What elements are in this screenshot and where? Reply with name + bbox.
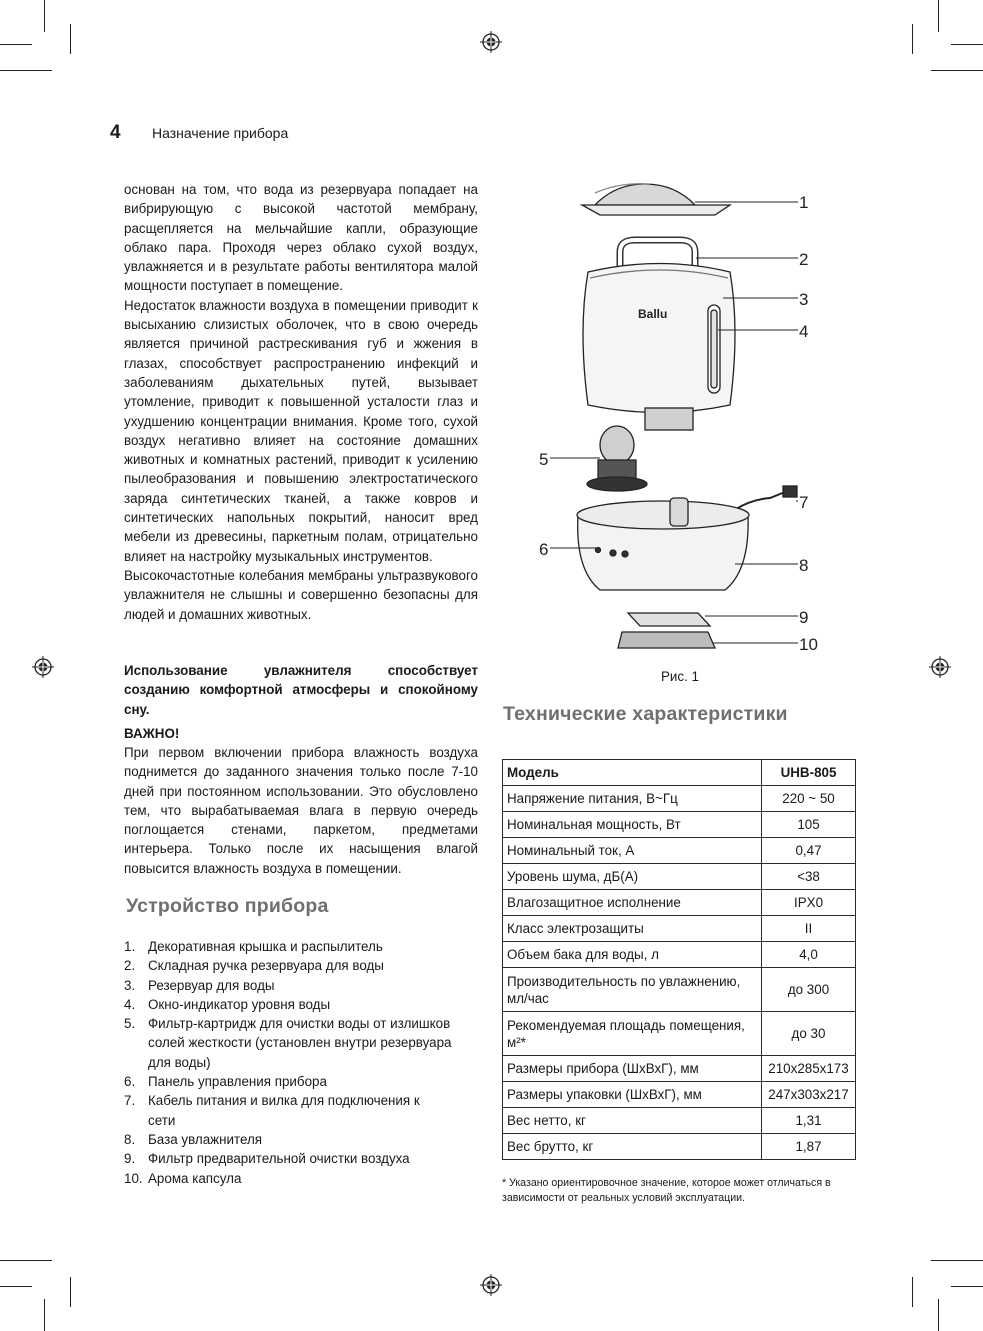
- table-row: Номинальный ток, А 0,47: [503, 838, 856, 864]
- control-button: [622, 551, 628, 557]
- control-button: [610, 550, 616, 556]
- table-row: Влагозащитное исполнение IPX0: [503, 890, 856, 916]
- list-item: 7. Кабель питания и вилка для подключения к сети: [124, 1093, 420, 1128]
- figure-caption: Рис. 1: [661, 669, 699, 684]
- list-item: 5. Фильтр-картридж для очистки воды от излишков солей жесткости (установлен внутри резервуара для воды): [124, 1016, 452, 1070]
- callout-number: 2: [799, 250, 809, 269]
- page-number: 4: [110, 122, 121, 143]
- table-row: Размеры прибора (ШхВхГ), мм 210x285x173: [503, 1056, 856, 1082]
- table-row: Производительность по увлажнению, мл/час до 300: [503, 968, 856, 1012]
- callout-number: 4: [799, 322, 809, 341]
- control-button: [596, 548, 601, 553]
- lid: [582, 205, 730, 215]
- pre-filter: [628, 613, 710, 626]
- callout-number: 1: [799, 193, 809, 212]
- table-header-value: UHB-805: [762, 760, 856, 786]
- list-item: 9. Фильтр предварительной очистки воздуха: [124, 1151, 410, 1167]
- footnote: * Указано ориентировочное значение, которое может отличаться в зависимости от реальных условий эксплуатации.: [502, 1177, 831, 1204]
- specs-table: [502, 759, 856, 1160]
- list-item: 3. Резервуар для воды: [124, 977, 275, 993]
- table-row: Класс электрозащиты II: [503, 916, 856, 942]
- table-row: Напряжение питания, В~Гц 220 ~ 50: [503, 786, 856, 812]
- table-row: Объем бака для воды, л 4,0: [503, 942, 856, 968]
- tank-base-ring: [645, 408, 693, 430]
- callout-number: 10: [799, 635, 818, 654]
- registration-mark-icon: [929, 656, 951, 678]
- registration-mark-icon: [480, 31, 502, 53]
- callout-number: 6: [539, 540, 549, 559]
- important-title: ВАЖНО!: [124, 726, 180, 741]
- list-item: 4. Окно-индикатор уровня воды: [124, 996, 331, 1012]
- callout-number: 9: [799, 608, 809, 627]
- important-text: При первом включении прибора влажность воздуха поднимется до заданного значения только после 7-10 дней при постоянном использовании. Это обусловлено тем, что вырабатываемая влага в первую очередь поглощается стенами, паркетом, предметами интерьера. Только после их насыщения влагой повысится влажность воздуха в помещении.: [124, 745, 478, 876]
- bold-statement: Использование увлажнителя способствует созданию комфортной атмосферы и спокойному сну.: [124, 663, 478, 717]
- callout-number: 8: [799, 556, 809, 575]
- list-item: 6. Панель управления прибора: [124, 1074, 327, 1090]
- device-parts-list: [124, 937, 478, 1188]
- registration-mark-icon: [32, 656, 54, 678]
- brand-logo: Ballu: [638, 307, 668, 321]
- list-item: 8. База увлажнителя: [124, 1131, 263, 1147]
- table-row: Номинальная мощность, Вт 105: [503, 812, 856, 838]
- table-header-label: Модель: [503, 760, 762, 786]
- section-title: Назначение прибора: [152, 125, 289, 141]
- table-row: [503, 760, 856, 786]
- callout-number: 7: [799, 493, 809, 512]
- callout-number: 3: [799, 290, 809, 309]
- table-row: Вес брутто, кг 1,87: [503, 1134, 856, 1160]
- registration-mark-icon: [480, 1274, 502, 1296]
- callout-number: 5: [539, 450, 549, 469]
- filter-cartridge: [600, 426, 634, 464]
- list-item: 1. Декоративная крышка и распылитель: [124, 939, 383, 954]
- table-row: Уровень шума, дБ(А) <38: [503, 864, 856, 890]
- intro-paragraph: Недостаток влажности воздуха в помещении приводит к высыханию слизистых оболочек, что в свою очередь является причиной растрескивания губ и жжения в глазах, способствует распространению инфекций и заболеваниям дыхательных путей, вызывает утомление, приводит к повышенной усталости глаз и ухудшению концентрации внимания. Кроме того, сухой воздух негативно влияет на состояние домашних животных и комнатных растений, приводит к усилению пылеобразования и повышению электростатического заряда синтетических тканей, а также ковров и синтетических напольных покрытий, наносит вред мебели из древесины, паркетным полам, отрицательно влияет на настройку музыкальных инструментов.: [124, 297, 478, 564]
- intro-paragraph: Высокочастотные колебания мембраны ультразвукового увлажнителя не слышны и совершенно безопасны для людей и домашних животных.: [124, 567, 478, 622]
- table-row: Размеры упаковки (ШхВхГ), мм 247x303x217: [503, 1082, 856, 1108]
- table-row: Рекомендуемая площадь помещения, м²* до 30: [503, 1012, 856, 1056]
- list-item: 2. Складная ручка резервуара для воды: [124, 958, 384, 974]
- table-row: Вес нетто, кг 1,31: [503, 1108, 856, 1134]
- aroma-capsule: [618, 632, 715, 648]
- intro-text: [124, 180, 478, 624]
- intro-paragraph: основан на том, что вода из резервуара попадает на вибрирующую с высокой частотой мембрану, расщепляется на мельчайшие капли, образующие облако пара. Проходя через облако сухой воздух, увлажняется и в результате работы вентилятора малой мощности поступает в помещение.: [124, 182, 478, 294]
- humidifier-exploded-diagram: [520, 180, 830, 660]
- list-item: 10. Арома капсула: [124, 1170, 242, 1186]
- device-heading: Устройство прибора: [126, 895, 329, 917]
- specs-heading: Технические характеристики: [503, 703, 788, 725]
